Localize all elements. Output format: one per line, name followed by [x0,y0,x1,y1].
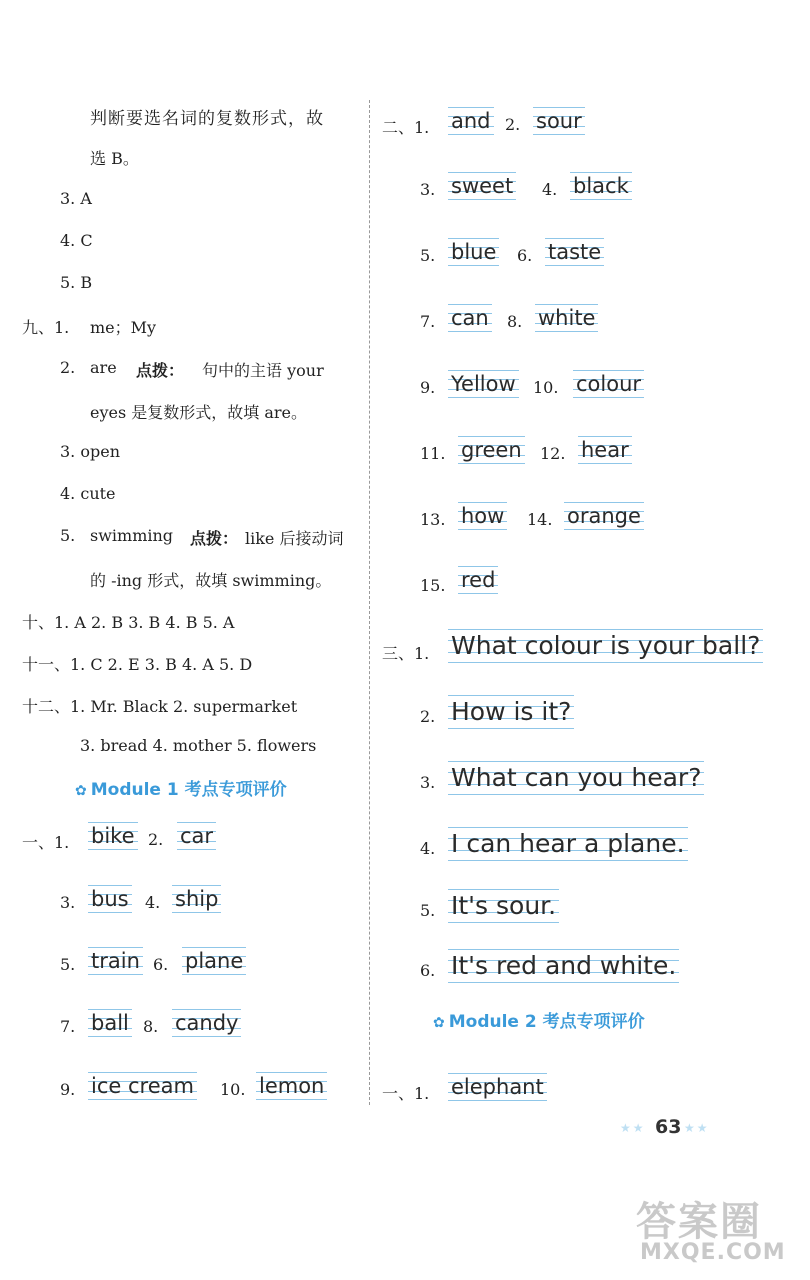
answer-row: 十、1. A 2. B 3. B 4. B 5. A [22,613,235,632]
page-number: 63 [655,1116,682,1138]
handwritten-answer: colour [573,370,644,398]
tip-text: eyes 是复数形式，故填 are。 [90,403,308,422]
tip-text: 的 -ing 形式，故填 swimming。 [90,571,332,590]
item-number: 5. [60,955,76,974]
handwritten-answer: ship [172,885,221,913]
tip-text: like 后接动词 [245,529,344,548]
answer-item: swimming [90,526,174,545]
item-number: 9. [60,1080,76,1099]
item-number: 2. [505,115,521,134]
handwritten-answer: car [177,822,216,850]
section-label: 二、1. [382,118,430,137]
column-divider [369,100,370,1105]
watermark-url: MXQE.COM [640,1240,786,1265]
text-line: 判断要选名词的复数形式，故 [90,109,324,129]
handwritten-answer: black [570,172,632,200]
paw-icon: ✿ [75,783,87,799]
handwritten-answer: green [458,436,525,464]
item-number: 5. [60,526,76,545]
item-number: 11. [420,444,446,463]
item-number: 2. [60,358,76,377]
answer-item: 4. C [60,231,93,250]
item-number: 9. [420,378,436,397]
item-number: 10. [533,378,559,397]
handwritten-answer: candy [172,1009,241,1037]
item-number: 15. [420,576,446,595]
answer-row: 十一、1. C 2. E 3. B 4. A 5. D [22,655,253,674]
handwritten-answer: ice cream [88,1072,197,1100]
item-number: 8. [507,312,523,331]
item-number: 7. [420,312,436,331]
handwritten-answer: can [448,304,492,332]
handwritten-answer: blue [448,238,499,266]
answer-row: 3. bread 4. mother 5. flowers [80,736,317,755]
item-number: 4. [542,180,558,199]
answer-item: 3. open [60,442,120,461]
text-line: 选 B。 [90,149,139,168]
item-number: 4. [145,893,161,912]
tip-text: 句中的主语 your [202,361,324,380]
item-number: 3. [420,773,436,792]
answer-item: are [90,358,117,377]
handwritten-answer: lemon [256,1072,327,1100]
item-number: 3. [60,893,76,912]
watermark-logo: 答案圈 [636,1199,762,1245]
handwritten-answer: Yellow [448,370,519,398]
item-number: 14. [527,510,553,529]
tip-label: 点拨： [136,361,185,380]
answer-item: 3. A [60,189,92,208]
handwritten-answer: red [458,566,498,594]
item-number: 3. [420,180,436,199]
module-heading: ✿ Module 1 考点专项评价 [75,780,287,800]
handwritten-sentence: What can you hear? [448,761,704,795]
item-number: 6. [420,961,436,980]
handwritten-answer: hear [578,436,632,464]
handwritten-answer: sour [533,107,585,135]
tip-label: 点拨： [190,529,239,548]
item-number: 2. [420,707,436,726]
answer-item: me；My [90,318,157,337]
module-heading: ✿ Module 2 考点专项评价 [433,1012,645,1032]
item-number: 4. [420,839,436,858]
star-decoration-icon: ★★ [684,1121,710,1135]
item-number: 5. [420,901,436,920]
handwritten-answer: elephant [448,1073,547,1101]
item-number: 7. [60,1017,76,1036]
item-number: 10. [220,1080,246,1099]
answer-item: 4. cute [60,484,116,503]
item-number: 6. [153,955,169,974]
item-number: 2. [148,830,164,849]
item-number: 13. [420,510,446,529]
handwritten-answer: bus [88,885,132,913]
handwritten-sentence: It's sour. [448,889,559,923]
answer-item: 5. B [60,273,93,292]
handwritten-sentence: What colour is your ball? [448,629,763,663]
handwritten-answer: ball [88,1009,132,1037]
handwritten-answer: taste [545,238,604,266]
section-label: 一、1. [382,1084,430,1103]
item-number: 12. [540,444,566,463]
handwritten-answer: orange [564,502,644,530]
handwritten-answer: bike [88,822,138,850]
answer-row: 十二、1. Mr. Black 2. supermarket [22,697,298,716]
handwritten-answer: train [88,947,143,975]
handwritten-sentence: It's red and white. [448,949,679,983]
section-label: 一、1. [22,833,70,852]
item-number: 5. [420,246,436,265]
handwritten-answer: how [458,502,507,530]
handwritten-answer: plane [182,947,246,975]
handwritten-sentence: How is it? [448,695,574,729]
section-label: 九、1. [22,318,70,337]
item-number: 8. [143,1017,159,1036]
handwritten-answer: and [448,107,494,135]
paw-icon: ✿ [433,1015,445,1031]
handwritten-answer: white [535,304,598,332]
handwritten-sentence: I can hear a plane. [448,827,688,861]
section-label: 三、1. [382,644,430,663]
star-decoration-icon: ★★ [620,1121,646,1135]
handwritten-answer: sweet [448,172,516,200]
item-number: 6. [517,246,533,265]
